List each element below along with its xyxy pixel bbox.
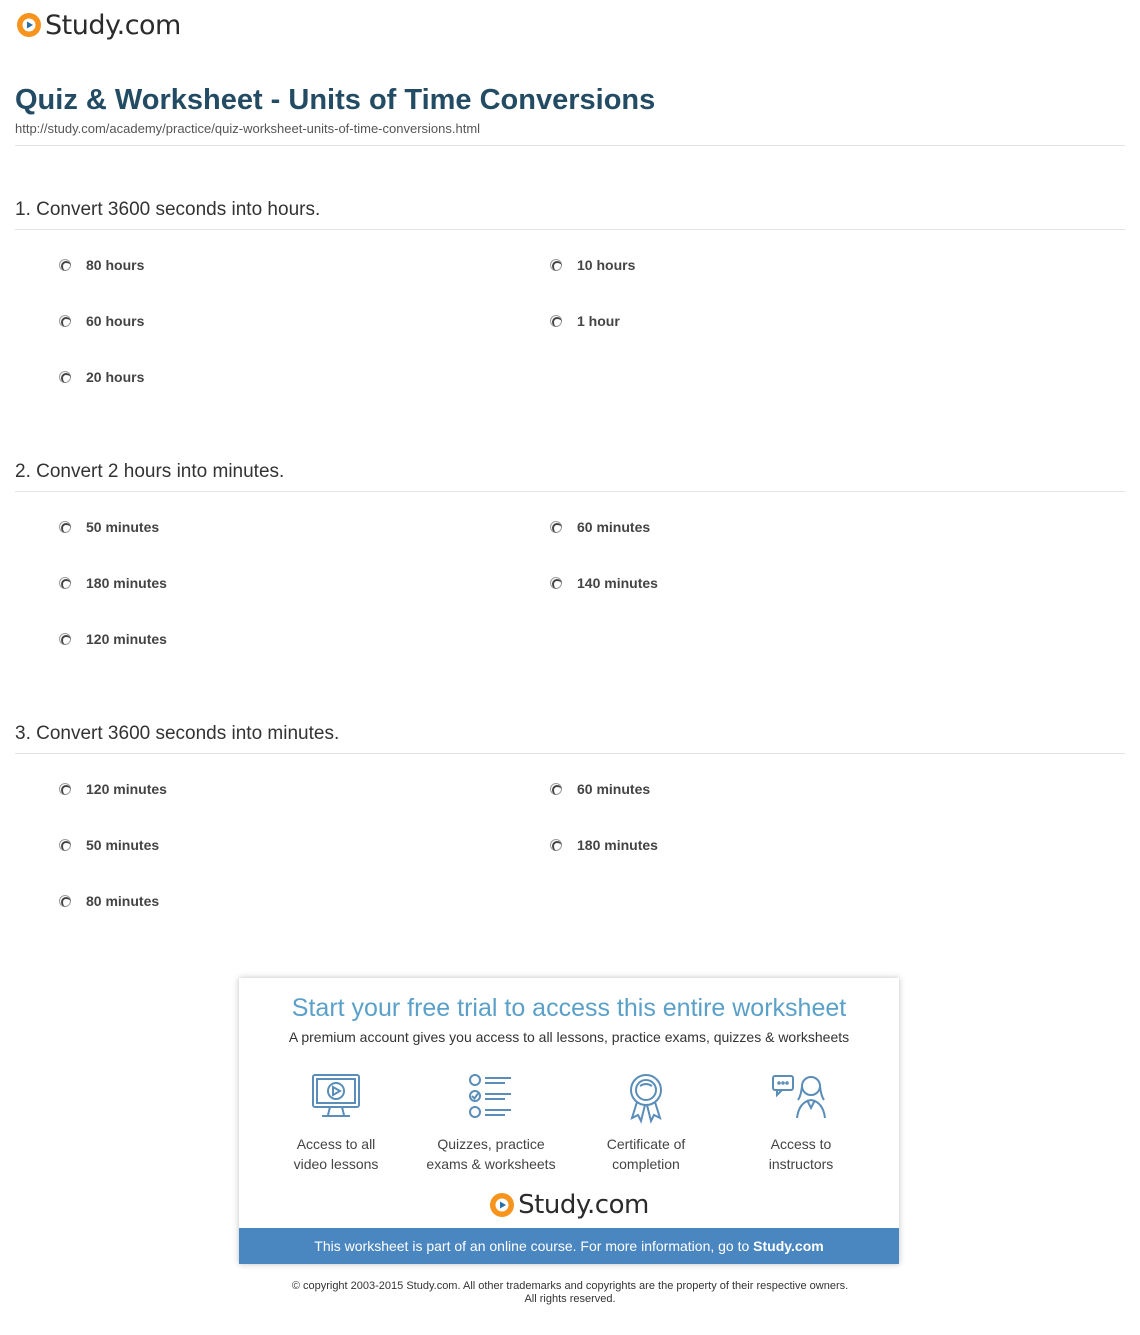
feature-label: Access to instructors [768,1136,834,1172]
course-info-bar [239,1228,899,1264]
header-divider [15,145,1125,146]
answer-option[interactable]: 80 hours [59,255,144,275]
radio-button[interactable] [550,783,562,795]
radio-button[interactable] [550,577,562,589]
feature-label: Quizzes, practice exams & worksheets [426,1136,556,1172]
answer-option[interactable]: 180 minutes [550,835,658,855]
radio-button[interactable] [59,895,71,907]
answer-option[interactable]: 180 minutes [59,573,167,593]
course-info-text: This worksheet is part of an online course. For more information, go to [314,1238,750,1254]
feature-certificate [571,1072,721,1174]
radio-button[interactable] [550,315,562,327]
promo-logo[interactable] [239,1190,899,1220]
answer-option[interactable]: 60 minutes [550,779,650,799]
feature-label: Access to all video lessons [293,1136,379,1172]
radio-button[interactable] [59,315,71,327]
radio-button[interactable] [59,577,71,589]
copyright-notice: © copyright 2003-2015 Study.com. All other trademarks and copyrights are the property of their respective owners. All rights reserved. [291,1280,849,1305]
answer-option[interactable]: 1 hour [550,311,620,331]
instructor-chat-icon [771,1072,831,1120]
radio-button[interactable] [550,259,562,271]
answer-option[interactable]: 20 hours [59,367,144,387]
video-monitor-icon [310,1072,362,1120]
question-divider [15,491,1125,492]
radio-button[interactable] [59,839,71,851]
radio-button[interactable] [550,839,562,851]
answer-option[interactable]: 140 minutes [550,573,658,593]
feature-label: Certificate of completion [606,1136,686,1172]
feature-video-lessons [261,1072,411,1174]
promo-subtitle: A premium account gives you access to all lessons, practice exams, quizzes & worksheets [288,1029,850,1045]
logo-wordmark: Study.com [45,9,181,41]
promo-title[interactable]: Start your free trial to access this entire worksheet [291,994,847,1022]
free-trial-promo [239,978,899,1264]
study-logo-icon [16,12,42,38]
site-logo[interactable] [16,8,181,42]
study-logo-icon [489,1192,515,1218]
answer-option[interactable]: 60 minutes [550,517,650,537]
feature-quizzes [416,1072,566,1174]
answer-option[interactable]: 120 minutes [59,629,167,649]
page-title: Quiz & Worksheet - Units of Time Conversions [15,84,656,116]
study-link[interactable]: Study.com [753,1238,824,1254]
feature-instructors [726,1072,876,1174]
radio-button[interactable] [550,521,562,533]
question-2: 2. Convert 2 hours into minutes. [15,461,285,482]
certificate-ribbon-icon [620,1072,672,1124]
answer-option[interactable]: 50 minutes [59,835,159,855]
radio-button[interactable] [59,633,71,645]
answer-option[interactable]: 50 minutes [59,517,159,537]
question-1: 1. Convert 3600 seconds into hours. [15,199,321,220]
radio-button[interactable] [59,783,71,795]
question-divider [15,229,1125,230]
page-url[interactable]: http://study.com/academy/practice/quiz-worksheet-units-of-time-conversions.html [15,121,481,136]
answer-option[interactable]: 80 minutes [59,891,159,911]
radio-button[interactable] [59,371,71,383]
radio-button[interactable] [59,521,71,533]
question-3: 3. Convert 3600 seconds into minutes. [15,723,340,744]
logo-wordmark: Study.com [518,1190,649,1220]
checklist-icon [465,1072,517,1120]
radio-button[interactable] [59,259,71,271]
answer-option[interactable]: 10 hours [550,255,635,275]
question-divider [15,753,1125,754]
answer-option[interactable]: 120 minutes [59,779,167,799]
answer-option[interactable]: 60 hours [59,311,144,331]
